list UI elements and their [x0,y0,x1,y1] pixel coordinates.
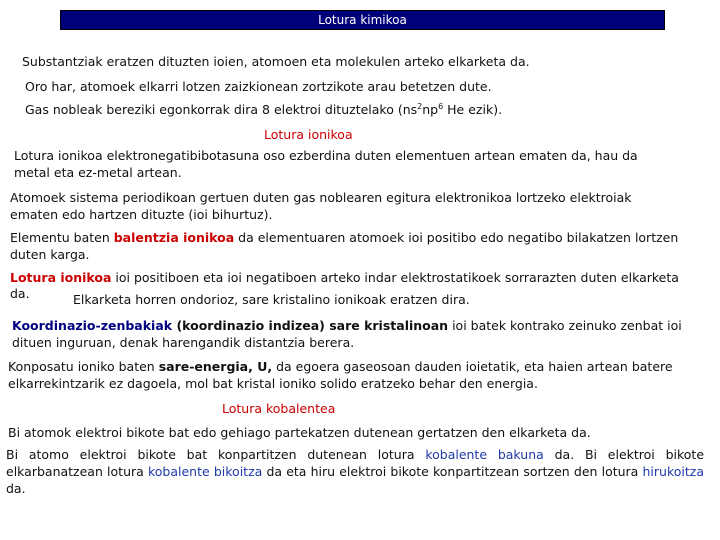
noble-gas-sup-s: 2 [417,102,423,111]
covalent-single-term: kobalente bakuna [425,447,544,462]
covalent-double-term: kobalente bikoitza [147,464,263,479]
covalent-paragraph-2 [6,446,704,497]
valence-text-a: Elementu baten [10,230,114,245]
covalent-text-a: Bi atomo elektroi bikote bat konpartitzen dutenean lotura [6,447,426,462]
ionic-paragraph-3 [10,229,690,263]
coordination-text-a: ioi batek kontrako zeinuko zenbat ioi [448,318,682,333]
intro-octet-rule: Oro har, atomoek elkarri lotzen zaizkionean zortzikote arau betetzen dute. [25,79,492,94]
noble-gas-text-b: np [422,102,439,118]
lattice-energy-term: sare-energia, U, [158,359,273,374]
ionic-paragraph-2: Atomoek sistema periodikoan gertuen duten gas noblearen egitura elektronikoa lortzeko elektroiak ematen edo hartzen dituzte (ioi bihurtuz). [10,190,632,222]
covalent-triple-term: hirukoitza [642,464,704,479]
lattice-text-a: Konposatu ioniko baten [8,359,159,374]
valence-text-b: da elementuaren atomoek ioi positibo edo negatibo bilakatzen lortzen duten karga. [10,230,679,262]
intro-noble-gases [25,102,502,117]
ionic-bond-term: Lotura ionikoa [10,270,112,285]
covalent-bond-heading: Lotura kobalentea [222,401,336,416]
noble-gas-sup-p: 6 [438,102,444,111]
covalent-text-b: da. Bi elektroi bikote elkarbanatzean lotura [6,447,705,479]
ionic-paragraph-1: Lotura ionikoa elektronegatibibotasuna oso ezberdina duten elementuen artean ematen da, hau da metal eta ez-metal artean. [14,148,638,180]
coordination-line1 [12,318,682,333]
page-title: Lotura kimikoa [60,10,665,30]
intro-definition: Substantziak eratzen dituzten ioien, atomoen eta molekulen arteko elkarketa da. [22,54,530,69]
noble-gas-text-c: He ezik). [443,102,503,118]
covalent-text-c: da eta hiru elektroi bikote konpartitzean sortzen den lotura [262,464,643,479]
coordination-number-term: Koordinazio-zenbakiak [12,318,173,333]
coordination-index-term: (koordinazio indizea) sare kristalinoan [172,318,449,333]
ionic-valence-term: balentzia ionikoa [113,230,235,245]
covalent-paragraph-1: Bi atomok elektroi bikote bat edo gehiago partekatzen dutenean gertatzen den elkarketa da. [8,425,591,440]
lattice-energy-paragraph [8,358,698,392]
lattice-text-b: da egoera gaseosoan dauden ioietatik, eta haien artean batere elkarrekintzarik ez dagoela, mol bat kristal ioniko solido eratzeko behar den energia. [8,359,673,391]
covalent-text-d: da. [6,481,26,496]
ionic-bond-definition: ioi positiboen eta ioi negatiboen arteko indar elektrostatikoek sorrarazten duten elkarketa [111,270,679,285]
ionic-bond-heading: Lotura ionikoa [264,127,353,142]
ionic-paragraph-4-da: da. [10,286,30,301]
ionic-paragraph-4-line1 [10,270,679,285]
ionic-crystal-sentence: Elkarketa horren ondorioz, sare kristalino ionikoak eratzen dira. [73,292,470,307]
coordination-line2: dituen inguruan, denak harengandik distantzia berera. [12,335,355,350]
noble-gas-text-a: Gas nobleak bereziki egonkorrak dira 8 elektroi dituztelako (ns [25,102,418,118]
